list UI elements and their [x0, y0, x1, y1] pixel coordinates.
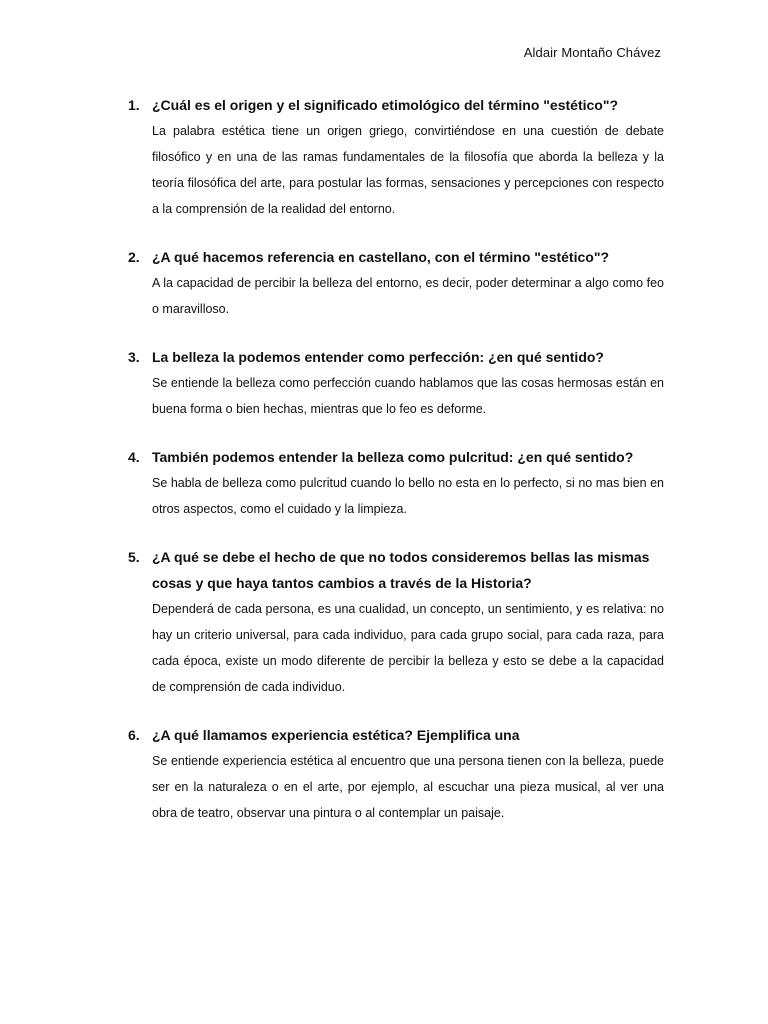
- answer-text: Se entiende experiencia estética al encuentro que una persona tienen con la belleza, puede ser en la naturaleza o en el arte, por ejemplo, al escuchar una pieza musical, al ver una obra de teatro, observar una pintura o al contemplar un paisaje.: [152, 754, 664, 820]
- answer-text: La palabra estética tiene un origen griego, convirtiéndose en una cuestión de debate filosófico y en una de las ramas fundamentales de la filosofía que aborda la belleza y la teoría filosófica del arte, para postular las formas, sensaciones y percepciones con respecto a la comprensión de la realidad del entorno.: [152, 124, 664, 216]
- question-number: 5.: [128, 549, 140, 565]
- author-name: Aldair Montaño Chávez: [523, 45, 661, 60]
- answer-text: Se entiende la belleza como perfección cuando hablamos que las cosas hermosas están en buena forma o bien hechas, mientras que lo feo es deforme.: [152, 376, 664, 416]
- question-item-6: [128, 722, 664, 826]
- answer-text: Dependerá de cada persona, es una cualidad, un concepto, un sentimiento, y es relativa: no hay un criterio universal, para cada individuo, para cada grupo social, para cada raza, para cada época, existe un modo diferente de percibir la belleza y esto se debe a la capacidad de comprensión de cada individuo.: [152, 602, 664, 694]
- question-text: ¿A qué hacemos referencia en castellano, con el término "estético"?: [152, 249, 610, 265]
- answer-text: A la capacidad de percibir la belleza del entorno, es decir, poder determinar a algo como feo o maravilloso.: [152, 276, 664, 316]
- question-text: La belleza la podemos entender como perfección: ¿en qué sentido?: [152, 349, 604, 365]
- question-number: 1.: [128, 97, 140, 113]
- answer-text: Se habla de belleza como pulcritud cuando lo bello no esta en lo perfecto, si no mas bien en otros aspectos, como el cuidado y la limpieza.: [152, 476, 664, 516]
- question-text: ¿Cuál es el origen y el significado etimológico del término "estético"?: [152, 97, 619, 113]
- question-number: 3.: [128, 349, 140, 365]
- question-text: También podemos entender la belleza como pulcritud: ¿en qué sentido?: [152, 449, 634, 465]
- question-item-3: [128, 344, 664, 422]
- question-text: ¿A qué se debe el hecho de que no todos consideremos bellas las mismas cosas y que haya tantos cambios a través de la Historia?: [152, 549, 650, 591]
- question-text: ¿A qué llamamos experiencia estética? Ejemplifica una: [152, 727, 520, 743]
- question-item-2: [128, 244, 664, 322]
- question-number: 6.: [128, 727, 140, 743]
- question-list: [128, 92, 664, 848]
- question-item-1: [128, 92, 664, 222]
- question-item-5: [128, 544, 664, 700]
- question-item-4: [128, 444, 664, 522]
- question-number: 4.: [128, 449, 140, 465]
- question-number: 2.: [128, 249, 140, 265]
